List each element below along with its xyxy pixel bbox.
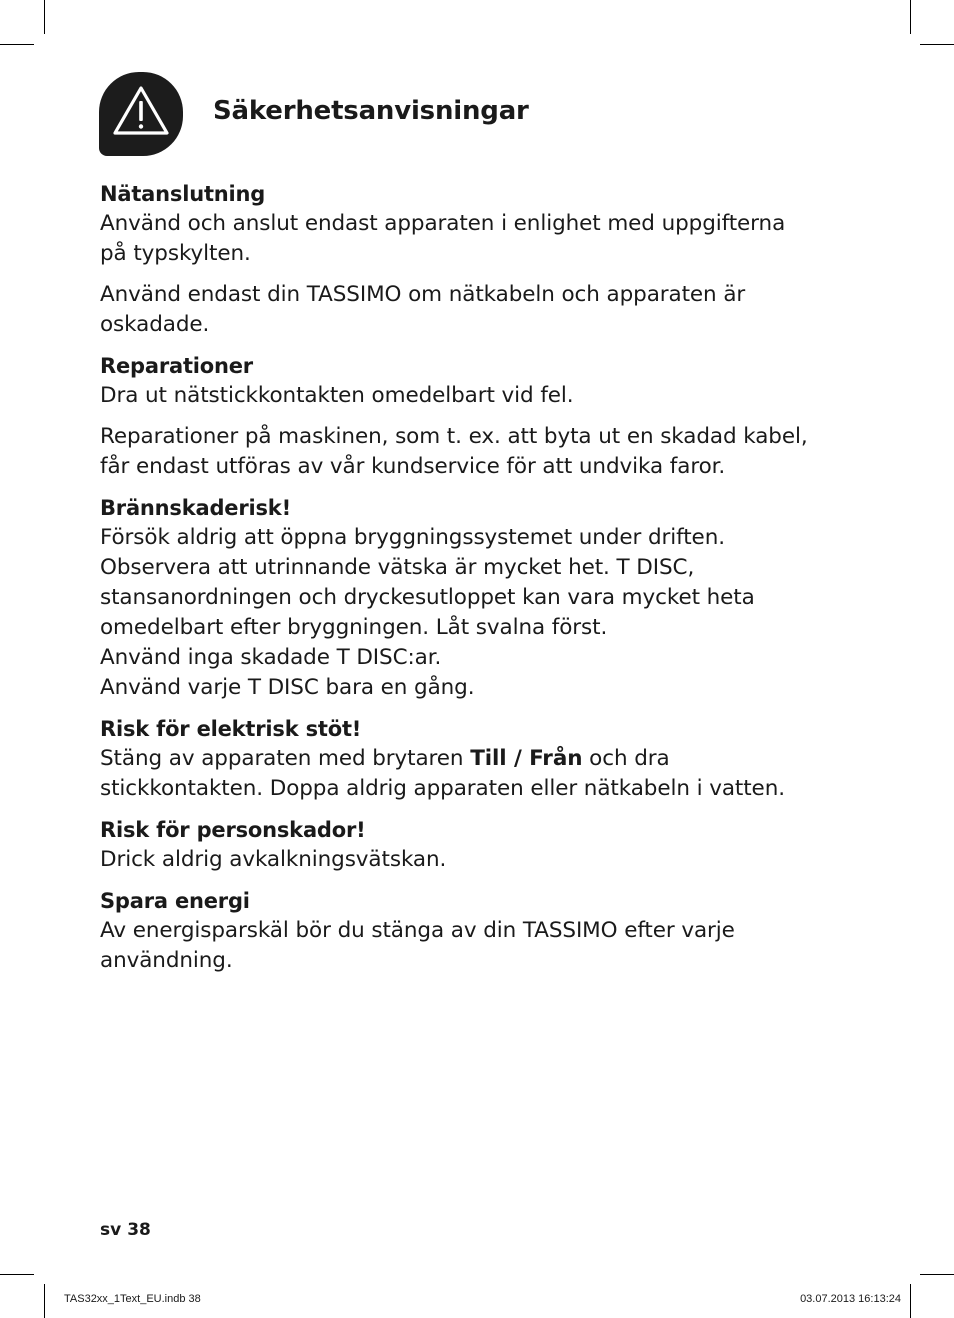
text-line: Använd inga skadade T DISC:ar. — [100, 645, 442, 670]
paragraph — [100, 381, 880, 411]
section-heading: Nätanslutning — [100, 182, 266, 206]
safety-instructions — [100, 179, 880, 987]
text-line: Använd endast din TASSIMO om nätkabeln och apparaten är — [100, 282, 746, 307]
text-line: omedelbart efter bryggningen. Låt svalna först. — [100, 615, 608, 640]
text-line: Försök aldrig att öppna bryggningssystemet under driften. — [100, 525, 725, 550]
slug-timestamp: 03.07.2013 16:13:24 — [800, 1293, 901, 1305]
crop-mark-bottom-right-horizontal — [920, 1274, 954, 1275]
paragraph — [100, 209, 880, 269]
crop-mark-top-left-vertical — [44, 0, 45, 34]
section-injury-risk — [100, 815, 880, 875]
text-line: på typskylten. — [100, 241, 251, 266]
crop-mark-bottom-left-vertical — [44, 1284, 45, 1318]
section-burn-risk — [100, 493, 880, 703]
text-line: oskadade. — [100, 312, 210, 337]
text-line: stansanordningen och dryckesutloppet kan vara mycket heta — [100, 585, 755, 610]
warning-badge — [99, 72, 183, 156]
paragraph — [100, 422, 880, 482]
text-run: Stäng av apparaten med brytaren — [100, 746, 471, 771]
text-line: Använd varje T DISC bara en gång. — [100, 675, 475, 700]
paragraph — [100, 523, 880, 703]
section-heading: Risk för elektrisk stöt! — [100, 717, 362, 741]
text-line: Av energisparskäl bör du stänga av din TASSIMO efter varje — [100, 918, 735, 943]
text-line: Dra ut nätstickkontakten omedelbart vid fel. — [100, 383, 574, 408]
paragraph — [100, 845, 880, 875]
text-line: användning. — [100, 948, 233, 973]
crop-mark-top-left-horizontal — [0, 44, 34, 45]
section-heading: Reparationer — [100, 354, 253, 378]
section-power-connection — [100, 179, 880, 340]
paragraph — [100, 916, 880, 976]
section-heading: Risk för personskador! — [100, 818, 366, 842]
text-run: och dra — [582, 746, 670, 771]
text-line: Reparationer på maskinen, som t. ex. att byta ut en skadad kabel, — [100, 424, 808, 449]
section-repairs — [100, 351, 880, 482]
paragraph — [100, 744, 880, 804]
page-title: Säkerhetsanvisningar — [213, 96, 529, 126]
paragraph — [100, 280, 880, 340]
crop-mark-top-right-vertical — [910, 0, 911, 34]
section-save-energy — [100, 886, 880, 976]
crop-mark-top-right-horizontal — [920, 44, 954, 45]
page-number-value: 38 — [127, 1220, 151, 1240]
text-line: Drick aldrig avkalkningsvätskan. — [100, 847, 447, 872]
crop-mark-bottom-right-vertical — [910, 1284, 911, 1318]
page-number — [100, 1220, 151, 1240]
text-line: stickkontakten. Doppa aldrig apparaten eller nätkabeln i vatten. — [100, 776, 785, 801]
language-code: sv — [100, 1220, 122, 1240]
warning-triangle-icon — [99, 72, 183, 156]
slug-file: TAS32xx_1Text_EU.indb 38 — [64, 1293, 201, 1305]
text-line — [100, 744, 880, 774]
text-line: Observera att utrinnande vätska är mycket het. T DISC, — [100, 555, 695, 580]
text-line: får endast utföras av vår kundservice för att undvika faror. — [100, 454, 726, 479]
section-electric-shock — [100, 714, 880, 804]
switch-label: Till / Från — [470, 746, 583, 771]
text-line: Använd och anslut endast apparaten i enlighet med uppgifterna — [100, 211, 786, 236]
section-heading: Brännskaderisk! — [100, 496, 291, 520]
crop-mark-bottom-left-horizontal — [0, 1274, 34, 1275]
section-heading: Spara energi — [100, 889, 250, 913]
